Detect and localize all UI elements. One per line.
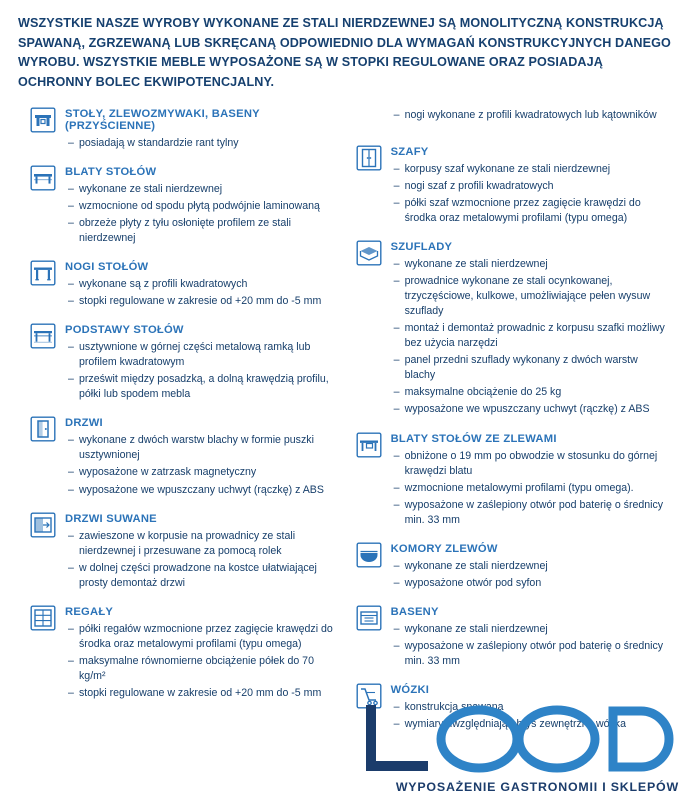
spec-heading: SZAFY [390,146,429,159]
spec-list-item: – stopki regulowane w zakresie od +20 mm do -5 mm [79,686,338,701]
cabinet-icon [356,145,382,171]
spec-list-item: – montaż i demontaż prowadnic z korpusu szafki możliwy bez użycia narzędzi [405,321,671,351]
content-columns [18,106,671,745]
spec-list [65,277,338,309]
spec-list-item: – wyposażone otwór pod syfon [405,576,671,591]
spec-list-item: – maksymalne obciążenie do 25 kg [405,385,671,400]
worktop-icon [30,165,56,191]
spec-block [356,604,671,671]
spec-list-item: – wzmocnione od spodu płytą podwójnie laminowaną [79,199,338,214]
spec-list [391,108,671,123]
spec-list-item: – wyposażone w zaślepiony otwór pod baterię o średnicy min. 33 mm [405,498,671,528]
right-column [352,106,671,745]
base-frame-icon [30,323,56,349]
spec-block-body [65,164,338,248]
spec-list-item: – wykonane z dwóch warstw blachy w formie puszki usztywnionej [79,433,338,463]
table-sink-icon [30,107,56,133]
spec-block-body [65,604,338,703]
spec-list [65,136,338,151]
spec-list-item: – panel przedni szuflady wykonany z dwóch warstw blachy [405,353,671,383]
spec-heading: DRZWI [65,417,103,430]
spec-block-body [391,239,671,419]
spec-heading: PODSTAWY STOŁÓW [65,324,184,337]
spec-block [30,322,338,404]
spec-list-item: – prześwit między posadzką, a dolną krawędzią profilu, półki lub spodem mebla [79,372,338,402]
left-column [18,106,338,714]
spec-list [65,340,338,402]
logo-tagline: WYPOSAŻENIE GASTRONOMII I SKLEPÓW [395,780,679,794]
spec-list [391,559,671,591]
spec-block-body [391,682,671,734]
spec-list-item: – nogi szaf z profili kwadratowych [405,179,671,194]
spec-heading: BASENY [390,605,439,618]
spec-list [391,162,671,226]
spec-heading: WÓZKI [390,683,430,696]
spec-list-item: – półki szaf wzmocnione przez zagięcie krawędzi do środka oraz metalowymi profilami (typu omega) [405,196,671,226]
none-icon [356,107,382,133]
spec-heading: REGAŁY [65,605,114,618]
spec-list-item: – półki regałów wzmocnione przez zagięcie krawędzi do środka oraz metalowymi profilami (typu omega) [79,622,338,652]
spec-list-item: – wyposażone we wpuszczany uchwyt (rączkę) z ABS [79,483,338,498]
trolley-icon [356,683,382,709]
spec-block-body [391,541,671,593]
bowl-icon [356,542,382,568]
spec-list-item: – zawieszone w korpusie na prowadnicy ze stali nierdzewnej i przesuwane za pomocą rolek [79,529,338,559]
spec-list-item: – wykonane ze stali nierdzewnej [405,559,671,574]
spec-list-item: – wyposażone w zaślepiony otwór pod baterię o średnicy min. 33 mm [405,639,671,669]
spec-block [356,239,671,419]
spec-list [65,529,338,591]
spec-list-item: – konstrukcja spawana [405,700,671,715]
spec-block-body [65,322,338,404]
spec-block-body [391,604,671,671]
spec-list [65,433,338,497]
spec-heading: KOMORY ZLEWÓW [390,542,498,555]
spec-list-item: – nogi wykonane z profili kwadratowych lub kątowników [405,108,671,123]
spec-list-item: – stopki regulowane w zakresie od +20 mm do -5 mm [79,294,338,309]
spec-list-item: – prowadnice wykonane ze stali ocynkowanej, trzyczęściowe, kulkowe, umożliwiające pełen wysuw szuflady [405,274,671,319]
spec-list-item: – obniżone o 19 mm po obwodzie w stosunku do górnej krawędzi blatu [405,449,671,479]
spec-block-body [65,106,338,153]
drawer-icon [356,240,382,266]
spec-list-item: – wyposażone w zatrzask magnetyczny [79,465,338,480]
spec-list-item: – w dolnej części prowadzone na kostce ułatwiającej prosty demontaż drzwi [79,561,338,591]
spec-block [356,682,671,734]
spec-list-item: – korpusy szaf wykonane ze stali nierdzewnej [405,162,671,177]
spec-list-item: – obrzeże płyty z tyłu osłonięte profilem ze stali nierdzewnej [79,216,338,246]
spec-block [30,106,338,153]
spec-list-item: – wykonane są z profili kwadratowych [79,277,338,292]
spec-block-body [391,144,671,228]
spec-heading: BLATY STOŁÓW ZE ZLEWAMI [390,432,557,445]
spec-list [391,700,671,732]
shelving-icon [30,605,56,631]
spec-list-item: – usztywnione w górnej części metalową ramką lub profilem kwadratowym [79,340,338,370]
spec-block [30,415,338,499]
door-icon [30,416,56,442]
spec-block [356,144,671,228]
spec-list-item: – wykonane ze stali nierdzewnej [79,182,338,197]
spec-block-body [65,511,338,593]
spec-block-body [391,431,671,530]
basin-icon [356,605,382,631]
spec-block [356,431,671,530]
intro-paragraph: WSZYSTKIE NASZE WYROBY WYKONANE ZE STALI NIERDZEWNEJ SĄ MONOLITYCZNĄ KONSTRUKCJĄ SPAWANĄ, ZGRZEWANĄ LUB SKRĘCANĄ ODPOWIEDNIO DLA WYMAGAŃ KONSTRUKCYJNYCH DANEGO WYROBU. WSZYSTKIE MEBLE WYPOSAŻONE SĄ W STOPKI REGULOWANE ORAZ POSIADAJĄ OCHRONNY BOLEC EKWIPOTENCJALNY. [18,16,671,89]
spec-block [30,164,338,248]
spec-list-item: – posiadają w standardzie rant tylny [79,136,338,151]
spec-list-item: – wzmocnione metalowymi profilami (typu omega). [405,481,671,496]
spec-list-item: – wykonane ze stali nierdzewnej [405,257,671,272]
spec-list [391,257,671,417]
spec-list [391,622,671,669]
spec-block [356,541,671,593]
spec-heading: DRZWI SUWANE [65,512,157,525]
spec-list-item: – wymiary uwzględniają obrys zewnętrzny wózka [405,717,671,732]
spec-heading: NOGI STOŁÓW [65,261,149,274]
spec-block [356,106,671,133]
spec-list [65,182,338,246]
sliding-door-icon [30,512,56,538]
spec-block-body [65,259,338,311]
spec-list-item: – wyposażone we wpuszczany uchwyt (rączkę) z ABS [405,402,671,417]
spec-block [30,604,338,703]
spec-block-body [65,415,338,499]
spec-block [30,511,338,593]
spec-block-body [391,106,671,125]
spec-block [30,259,338,311]
spec-list-item: – wykonane ze stali nierdzewnej [405,622,671,637]
spec-heading: BLATY STOŁÓW [65,166,157,179]
spec-heading: SZUFLADY [390,241,453,254]
spec-list [391,449,671,528]
spec-heading: STOŁY, ZLEWOZMYWAKI, BASENY (PRZYŚCIENNE) [65,108,260,133]
legs-icon [30,260,56,286]
spec-list-item: – maksymalne równomierne obciążenie półek do 70 kg/m² [79,654,338,684]
sink-top-icon [356,432,382,458]
spec-list [65,622,338,701]
